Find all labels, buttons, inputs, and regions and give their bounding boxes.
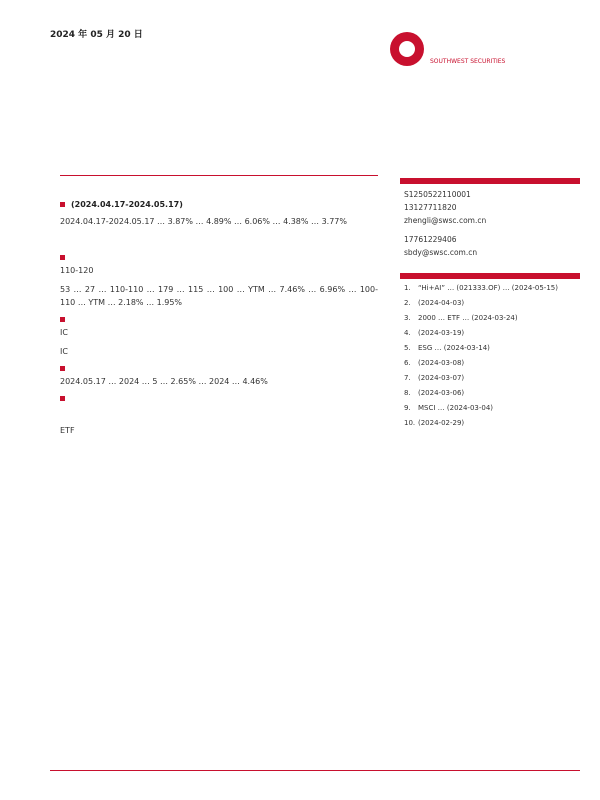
logo-mark-icon bbox=[390, 32, 424, 66]
related-item[interactable]: 2. (2024-04-03) bbox=[404, 299, 465, 307]
related-item[interactable]: 6. (2024-03-08) bbox=[404, 359, 465, 367]
related-item[interactable]: 5. ESG … (2024-03-14) bbox=[404, 344, 490, 352]
section-portfolio-tracking bbox=[60, 366, 378, 388]
section-paragraph: 53 … 27 … 110-110 … 179 … 115 … 100 … YTM … 7.46% … 6.96% … 100-110 … YTM … 2.18% … 1.95% bbox=[60, 285, 378, 307]
logo-en-text: SOUTHWEST SECURITIES bbox=[430, 58, 506, 65]
related-item[interactable]: 1. “Hi+AI” … (021333.OF) … (2024-05-15) bbox=[404, 284, 558, 292]
section-paragraph: 110-120 bbox=[60, 266, 94, 275]
section-risk-warning bbox=[60, 396, 378, 437]
section-valuation bbox=[60, 255, 378, 309]
related-research-list bbox=[400, 279, 580, 429]
email-link[interactable]: zhengli@swsc.com.cn bbox=[404, 216, 487, 225]
section-market-review bbox=[60, 198, 378, 247]
related-item[interactable]: 3. 2000 … ETF … (2024-03-24) bbox=[404, 314, 518, 322]
related-item[interactable]: 4. (2024-03-19) bbox=[404, 329, 465, 337]
disclaimer-footer bbox=[50, 770, 580, 775]
section-paragraph bbox=[60, 234, 378, 247]
related-item[interactable]: 8. (2024-03-06) bbox=[404, 389, 465, 397]
section-bullet-icon bbox=[60, 255, 65, 260]
related-item[interactable]: 10. (2024-02-29) bbox=[404, 419, 465, 427]
related-item[interactable]: 7. (2024-03-07) bbox=[404, 374, 465, 382]
related-item[interactable]: 9. MSCI … (2024-03-04) bbox=[404, 404, 494, 412]
section-paragraph: ETF bbox=[60, 426, 75, 435]
abstract-heading bbox=[60, 172, 378, 176]
abstract-body bbox=[60, 190, 378, 443]
email2-link[interactable]: sbdy@swsc.com.cn bbox=[404, 248, 478, 257]
phone-number: 13127711820 bbox=[404, 203, 457, 212]
section-bullet-icon bbox=[60, 202, 65, 207]
section-paragraph: 2024.05.17 … 2024 … 5 … 2.65% … 2024 … 4.46% bbox=[60, 377, 268, 386]
phone2-number: 17761229406 bbox=[404, 235, 457, 244]
section-paragraph: 2024.04.17-2024.05.17 … 3.87% … 4.89% … 6.06% … 4.38% … 3.77% bbox=[60, 217, 347, 226]
license-number: S1250522110001 bbox=[404, 190, 471, 199]
section-bullet-icon bbox=[60, 366, 65, 371]
section-bullet-icon bbox=[60, 317, 65, 322]
section-paragraph: IC bbox=[60, 347, 68, 356]
report-header bbox=[50, 28, 143, 42]
southwest-securities-logo bbox=[390, 26, 560, 72]
report-date: 2024 年 05 月 20 日 bbox=[50, 30, 143, 40]
section-paragraph bbox=[60, 405, 378, 418]
sidebar bbox=[400, 178, 580, 433]
section-factor-performance bbox=[60, 317, 378, 358]
section-date-range: (2024.04.17-2024.05.17) bbox=[71, 200, 183, 209]
analyst-info bbox=[400, 184, 580, 259]
section-paragraph: IC bbox=[60, 328, 68, 337]
section-bullet-icon bbox=[60, 396, 65, 401]
